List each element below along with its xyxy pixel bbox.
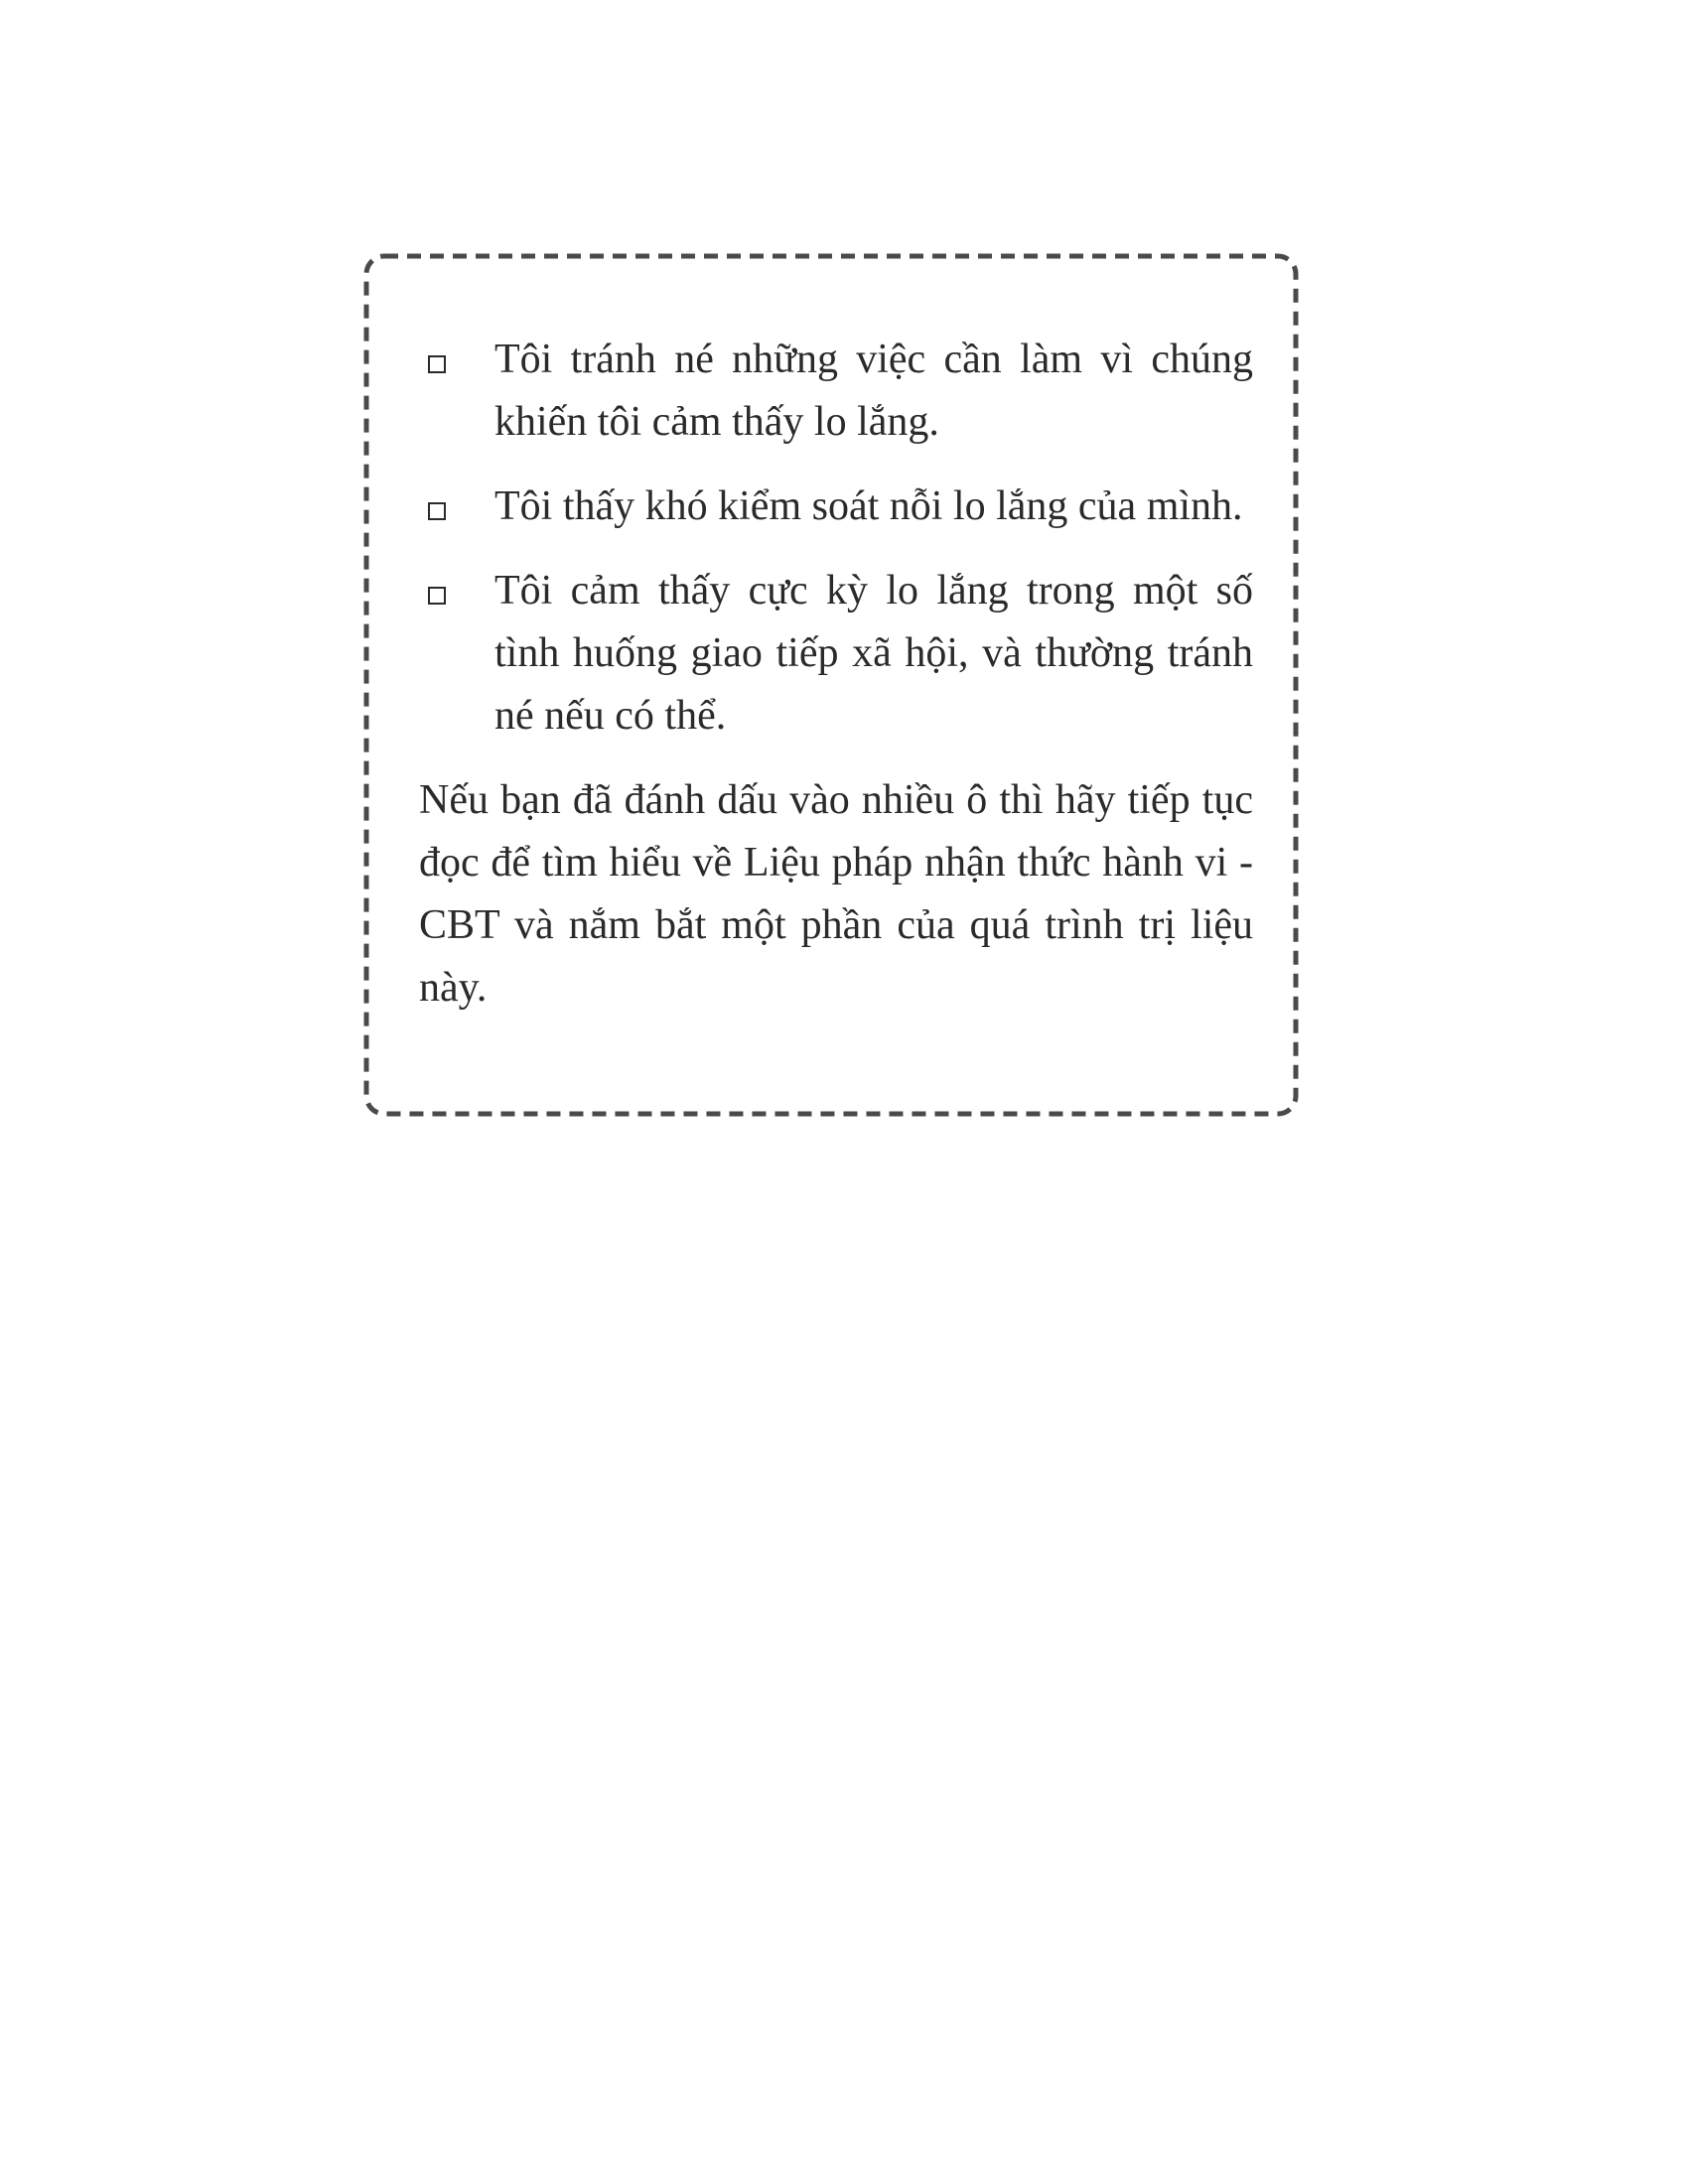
checklist-item-label: Tôi tránh né những việc cần làm vì chúng khiến tôi cảm thấy lo lắng. (494, 337, 1253, 445)
checkbox[interactable] (428, 587, 446, 605)
checklist-item-label: Tôi thấy khó kiểm soát nỗi lo lắng của mình. (494, 483, 1243, 529)
checkbox[interactable] (428, 355, 446, 373)
checklist-content (419, 329, 1253, 1061)
checkbox[interactable] (428, 502, 446, 520)
checklist-box (363, 253, 1299, 1117)
checklist-item-label: Tôi cảm thấy cực kỳ lo lắng trong một số tình huống giao tiếp xã hội, và thường tránh né nếu có thể. (494, 568, 1253, 739)
checklist-item-avoidance[interactable] (419, 329, 1253, 454)
checklist-item-social[interactable] (419, 560, 1253, 748)
checklist-item-control[interactable] (419, 476, 1253, 538)
closing-paragraph: Nếu bạn đã đánh dấu vào nhiều ô thì hãy tiếp tục đọc để tìm hiểu về Liệu pháp nhận thức hành vi - CBT và nắm bắt một phần của quá trình trị liệu này. (419, 777, 1253, 1011)
